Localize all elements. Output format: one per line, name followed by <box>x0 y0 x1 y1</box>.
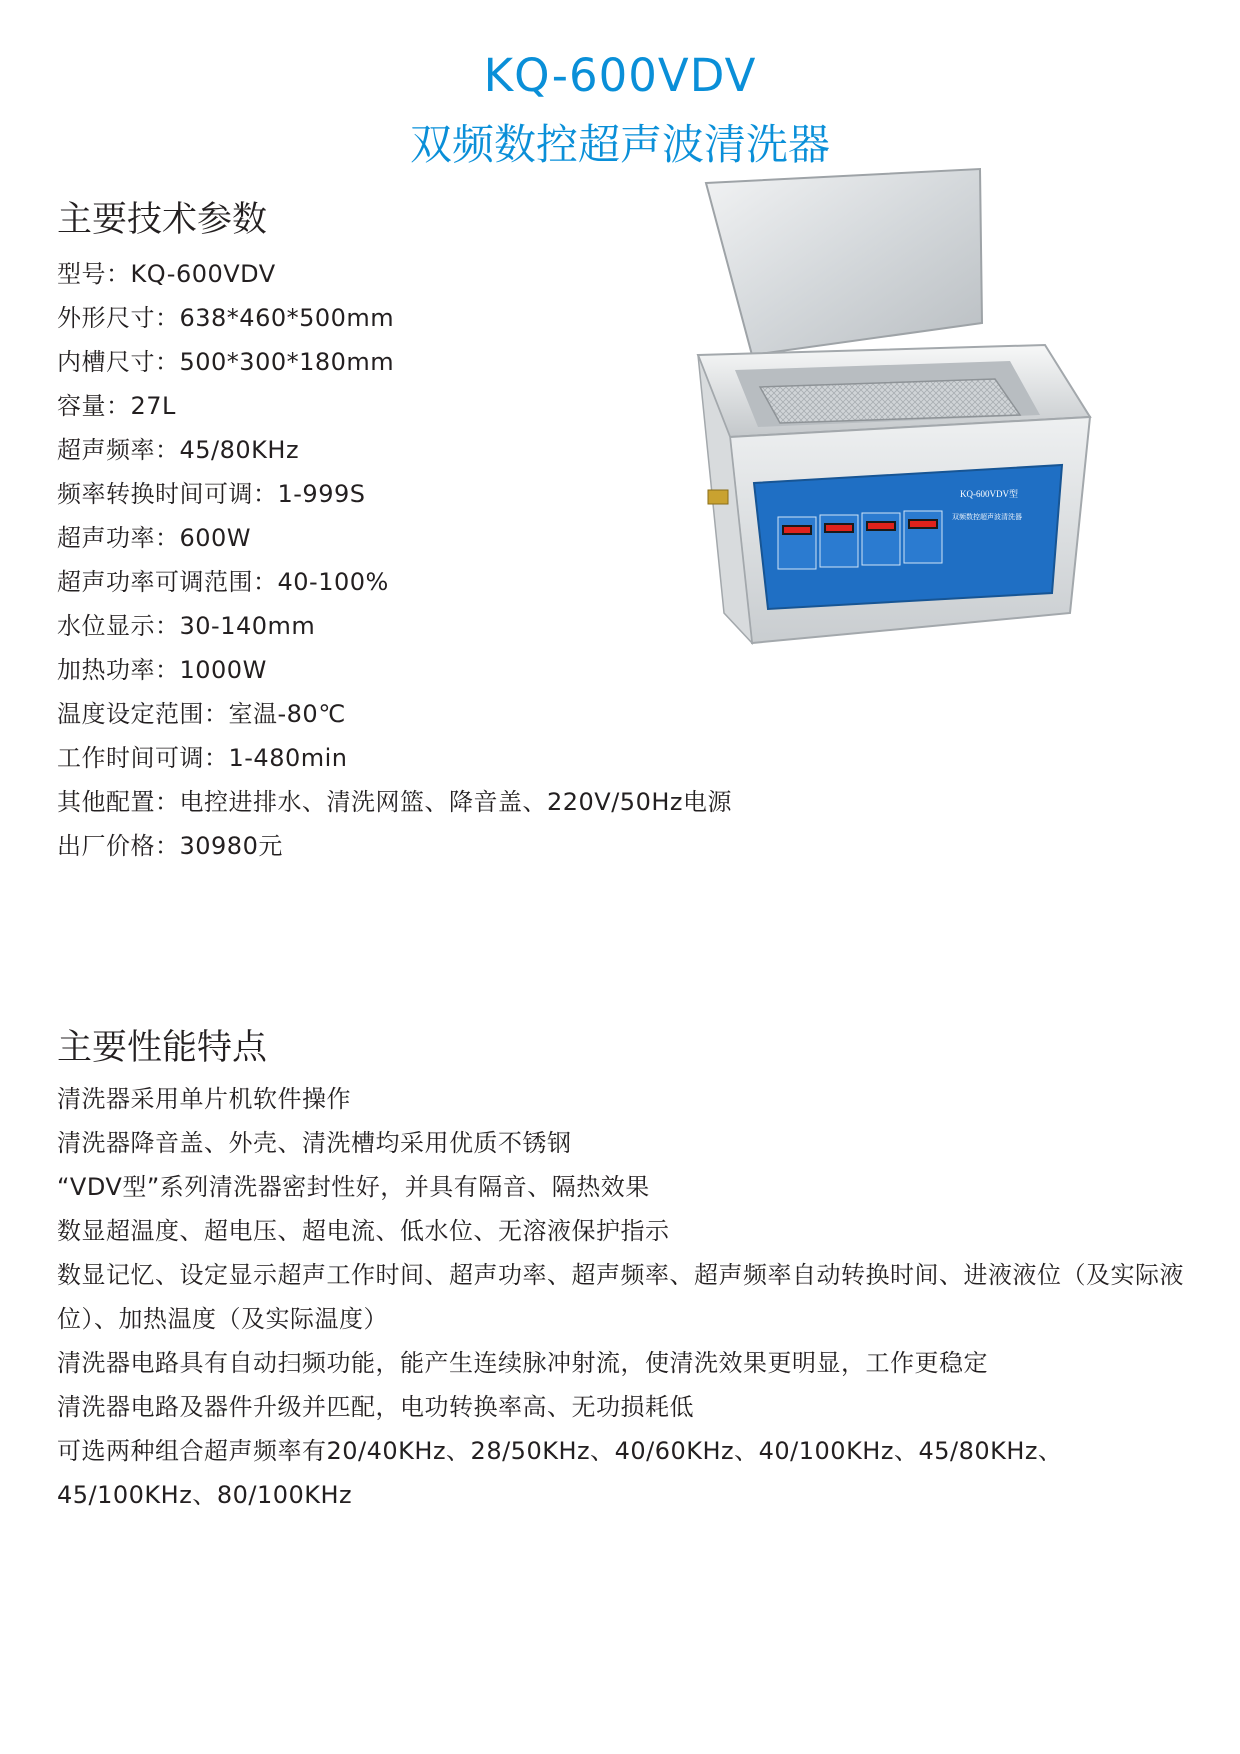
spec-item: 超声功率可调范围：40-100% <box>57 568 389 596</box>
spec-item: 超声频率：45/80KHz <box>57 436 300 464</box>
feature-item: 清洗器采用单片机软件操作 <box>57 1085 351 1113</box>
spec-item: 型号：KQ-600VDV <box>57 260 276 288</box>
spec-item: 频率转换时间可调：1-999S <box>57 480 366 508</box>
spec-item: 温度设定范围：室温-80℃ <box>57 700 346 728</box>
feature-item: 可选两种组合超声频率有20/40KHz、28/50KHz、40/60KHz、40/100KHz、45/80KHz、45/100KHz、80/100KHz <box>57 1437 1063 1509</box>
spec-item: 容量：27L <box>57 392 176 420</box>
spec-item: 内槽尺寸：500*300*180mm <box>57 348 395 376</box>
spec-item: 其他配置：电控进排水、清洗网篮、降音盖、220V/50Hz电源 <box>57 788 732 816</box>
spec-item: 水位显示：30-140mm <box>57 612 316 640</box>
panel-name-label: 双频数控超声波清洗器 <box>952 513 1022 521</box>
spec-item: 外形尺寸：638*460*500mm <box>57 304 395 332</box>
product-image <box>690 165 1110 665</box>
feature-item: “VDV型”系列清洗器密封性好，并具有隔音、隔热效果 <box>57 1173 650 1201</box>
spec-item: 出厂价格：30980元 <box>57 832 283 860</box>
feature-heading: 主要性能特点 <box>57 1028 268 1068</box>
product-name-title: 双频数控超声波清洗器 <box>409 120 830 169</box>
feature-item: 数显超温度、超电压、超电流、低水位、无溶液保护指示 <box>57 1217 670 1245</box>
lid <box>706 169 982 355</box>
feature-list <box>57 1077 1207 1517</box>
feature-item: 清洗器降音盖、外壳、清洗槽均采用优质不锈钢 <box>57 1129 572 1157</box>
spec-item: 加热功率：1000W <box>57 656 267 684</box>
basket <box>760 379 1020 423</box>
spec-item: 超声功率：600W <box>57 524 252 552</box>
feature-item: 清洗器电路及器件升级并匹配，电功转换率高、无功损耗低 <box>57 1393 694 1421</box>
product-model-title: KQ-600VDV <box>483 49 757 102</box>
drain-valve <box>708 490 728 504</box>
panel-model-label: KQ-600VDV型 <box>960 489 1018 499</box>
spec-item: 工作时间可调：1-480min <box>57 744 348 772</box>
feature-item: 数显记忆、设定显示超声工作时间、超声功率、超声频率、超声频率自动转换时间、进液液位（及实际液位）、加热温度（及实际温度） <box>57 1261 1184 1333</box>
spec-heading: 主要技术参数 <box>57 200 268 240</box>
feature-item: 清洗器电路具有自动扫频功能，能产生连续脉冲射流，使清洗效果更明显，工作更稳定 <box>57 1349 988 1377</box>
